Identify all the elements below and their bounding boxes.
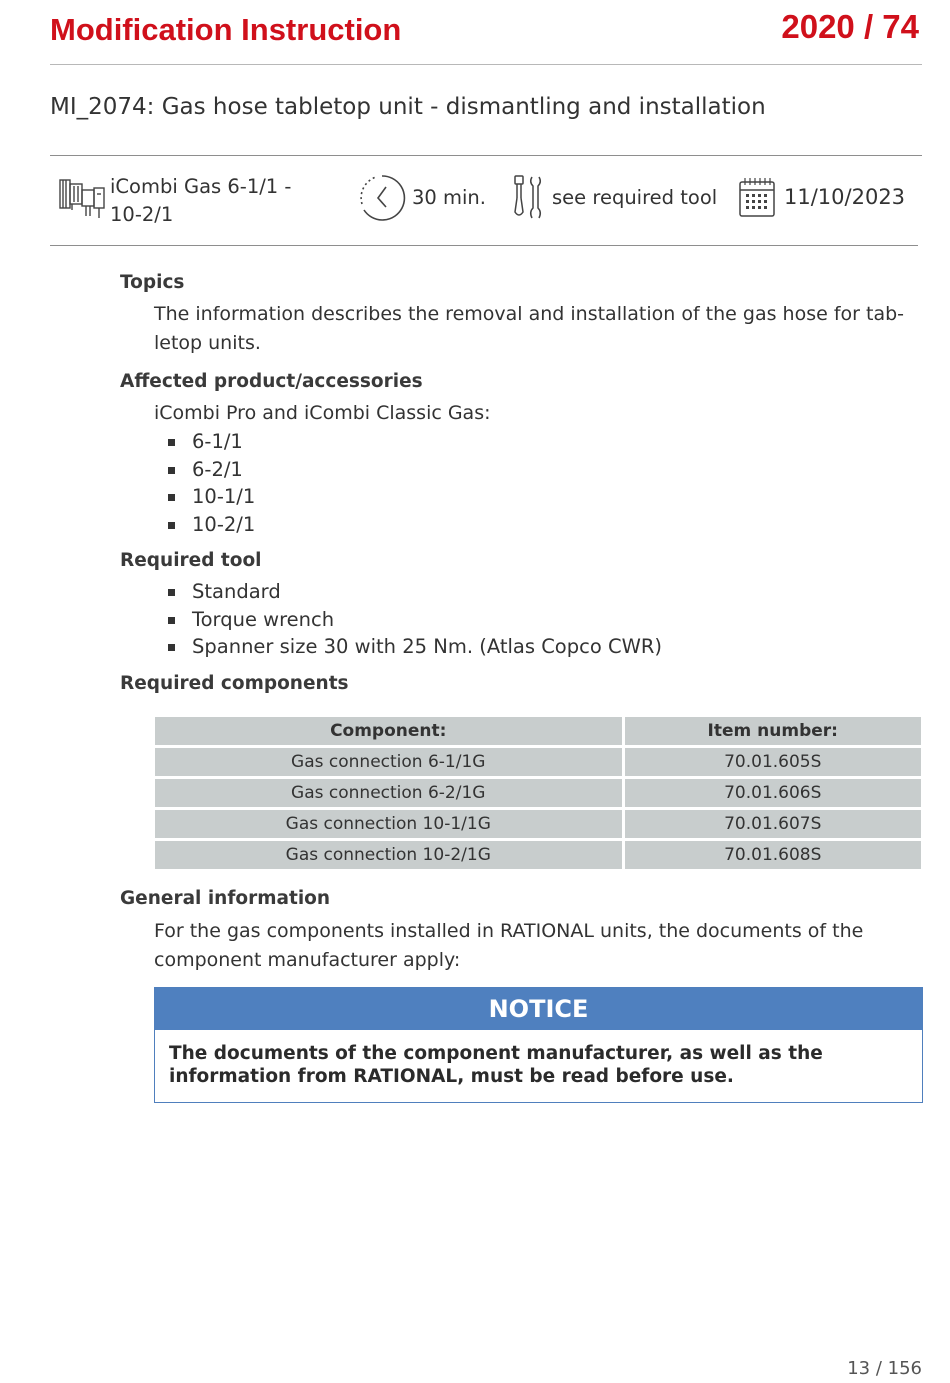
table-row xyxy=(155,779,921,807)
document-number: 2020 / 74 xyxy=(781,8,919,45)
meta-time xyxy=(358,174,486,222)
list-item: 6-2/1 xyxy=(168,456,922,484)
list-item: Torque wrench xyxy=(168,606,922,634)
page-number: 13 / 156 xyxy=(847,1358,922,1379)
affected-intro: iCombi Pro and iCombi Classic Gas: xyxy=(154,402,491,424)
header-divider xyxy=(50,64,922,65)
notice-box xyxy=(154,987,923,1103)
device-line-1: iCombi Gas 6-1/1 - xyxy=(110,175,292,198)
meta-divider-bottom xyxy=(50,245,918,246)
required-tool-heading: Required tool xyxy=(120,550,262,571)
list-item: Spanner size 30 with 25 Nm. (Atlas Copco CWR) xyxy=(168,633,922,661)
required-components-heading: Required components xyxy=(120,672,349,694)
meta-divider-top xyxy=(50,155,922,156)
topics-text: The information describes the removal and installation of the gas hose for tab-letop units. xyxy=(154,303,905,354)
list-item: 6-1/1 xyxy=(168,428,922,456)
notice-text: The documents of the component manufacturer, as well as the information from RATIONAL, must be read before use. xyxy=(169,1042,823,1087)
page-title: MI_2074: Gas hose tabletop unit - dismantling and installation xyxy=(50,94,766,120)
table-cell: 70.01.606S xyxy=(625,779,921,807)
table-row xyxy=(155,748,921,776)
column-header-component: Component: xyxy=(155,717,622,745)
topics-heading: Topics xyxy=(120,272,185,293)
table-cell: Gas connection 10-2/1G xyxy=(155,841,622,869)
notice-title: NOTICE xyxy=(155,988,922,1030)
table-row xyxy=(155,810,921,838)
meta-date xyxy=(738,176,905,218)
table-cell: Gas connection 6-1/1G xyxy=(155,748,622,776)
unit-device-icon xyxy=(58,174,108,222)
date-text: 11/10/2023 xyxy=(784,185,906,209)
main-content xyxy=(120,270,922,1103)
table-cell: 70.01.607S xyxy=(625,810,921,838)
duration-text: 30 min. xyxy=(412,186,486,209)
components-table xyxy=(152,714,924,872)
table-row xyxy=(155,841,921,869)
list-item: 10-2/1 xyxy=(168,511,922,539)
clock-icon xyxy=(358,174,406,222)
column-header-item-number: Item number: xyxy=(625,717,921,745)
affected-list xyxy=(168,428,922,538)
tools-icon xyxy=(512,174,544,222)
general-info-text: For the gas components installed in RATIONAL units, the documents of the component manufacturer apply: xyxy=(154,919,864,971)
list-item: 10-1/1 xyxy=(168,483,922,511)
meta-tool xyxy=(512,174,717,222)
list-item: Standard xyxy=(168,578,922,606)
table-cell: 70.01.605S xyxy=(625,748,921,776)
table-cell: 70.01.608S xyxy=(625,841,921,869)
required-tool-text: see required tool xyxy=(552,186,718,209)
affected-heading: Affected product/accessories xyxy=(120,371,423,392)
table-cell: Gas connection 6-2/1G xyxy=(155,779,622,807)
general-info-heading: General information xyxy=(120,887,331,909)
document-type-title: Modification Instruction xyxy=(50,12,402,47)
required-tool-list xyxy=(168,578,922,661)
meta-bar xyxy=(0,170,950,234)
table-cell: Gas connection 10-1/1G xyxy=(155,810,622,838)
device-line-2: 10-2/1 xyxy=(110,203,174,226)
calendar-icon xyxy=(738,176,776,218)
meta-device xyxy=(58,174,291,229)
